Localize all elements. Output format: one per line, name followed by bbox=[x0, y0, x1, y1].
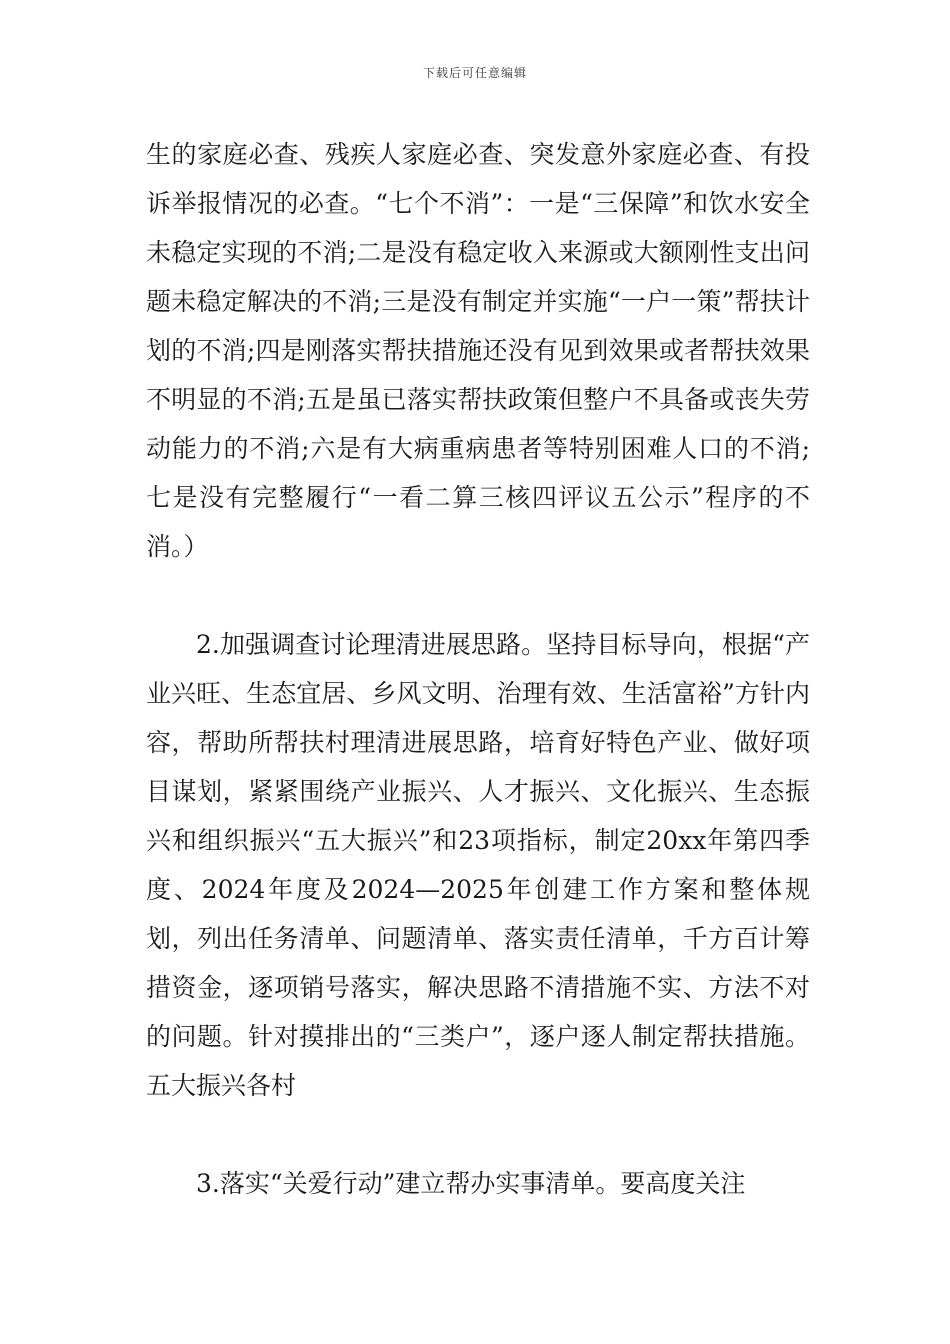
paragraph-gap bbox=[146, 1110, 810, 1159]
paragraph-gap bbox=[146, 571, 810, 620]
page-header: 下载后可任意编辑 bbox=[422, 66, 527, 80]
paragraph-item-2: 2.加强调查讨论理清进展思路。坚持目标导向，根据“产业兴旺、生态宜居、乡风文明、治理有效、生活富裕”方针内容，帮助所帮扶村理清进展思路，培育好特色产业、做好项目谋划，紧紧围绕产业振兴、人才振兴、文化振兴、生态振兴和组织振兴“五大振兴”和23项指标，制定20xx年第四季度、2024年度及2024—2025年创建工作方案和整体规划，列出任务清单、问题清单、落实责任清单，千方百计筹措资金，逐项销号落实，解决思路不清措施不实、方法不对的问题。针对摸排出的“三类户”，逐户逐人制定帮扶措施。五大振兴各村 bbox=[146, 630, 810, 1100]
paragraph-continuation: 生的家庭必查、残疾人家庭必查、突发意外家庭必查、有投诉举报情况的必查。“七个不消”：一是“三保障”和饮水安全未稳定实现的不消;二是没有稳定收入来源或大额刚性支出问题未稳定解决的不消;三是没有制定并实施“一户一策”帮扶计划的不消;四是刚落实帮扶措施还没有见到效果或者帮扶效果不明显的不消;五是虽已落实帮扶政策但整户不具备或丧失劳动能力的不消;六是有大病重病患者等特别困难人口的不消;七是没有完整履行“一看二算三核四评议五公示”程序的不消。） bbox=[146, 140, 810, 561]
paragraph-item-3: 3.落实“关爱行动”建立帮办实事清单。要高度关注 bbox=[196, 1169, 746, 1198]
document-body bbox=[146, 130, 810, 1208]
